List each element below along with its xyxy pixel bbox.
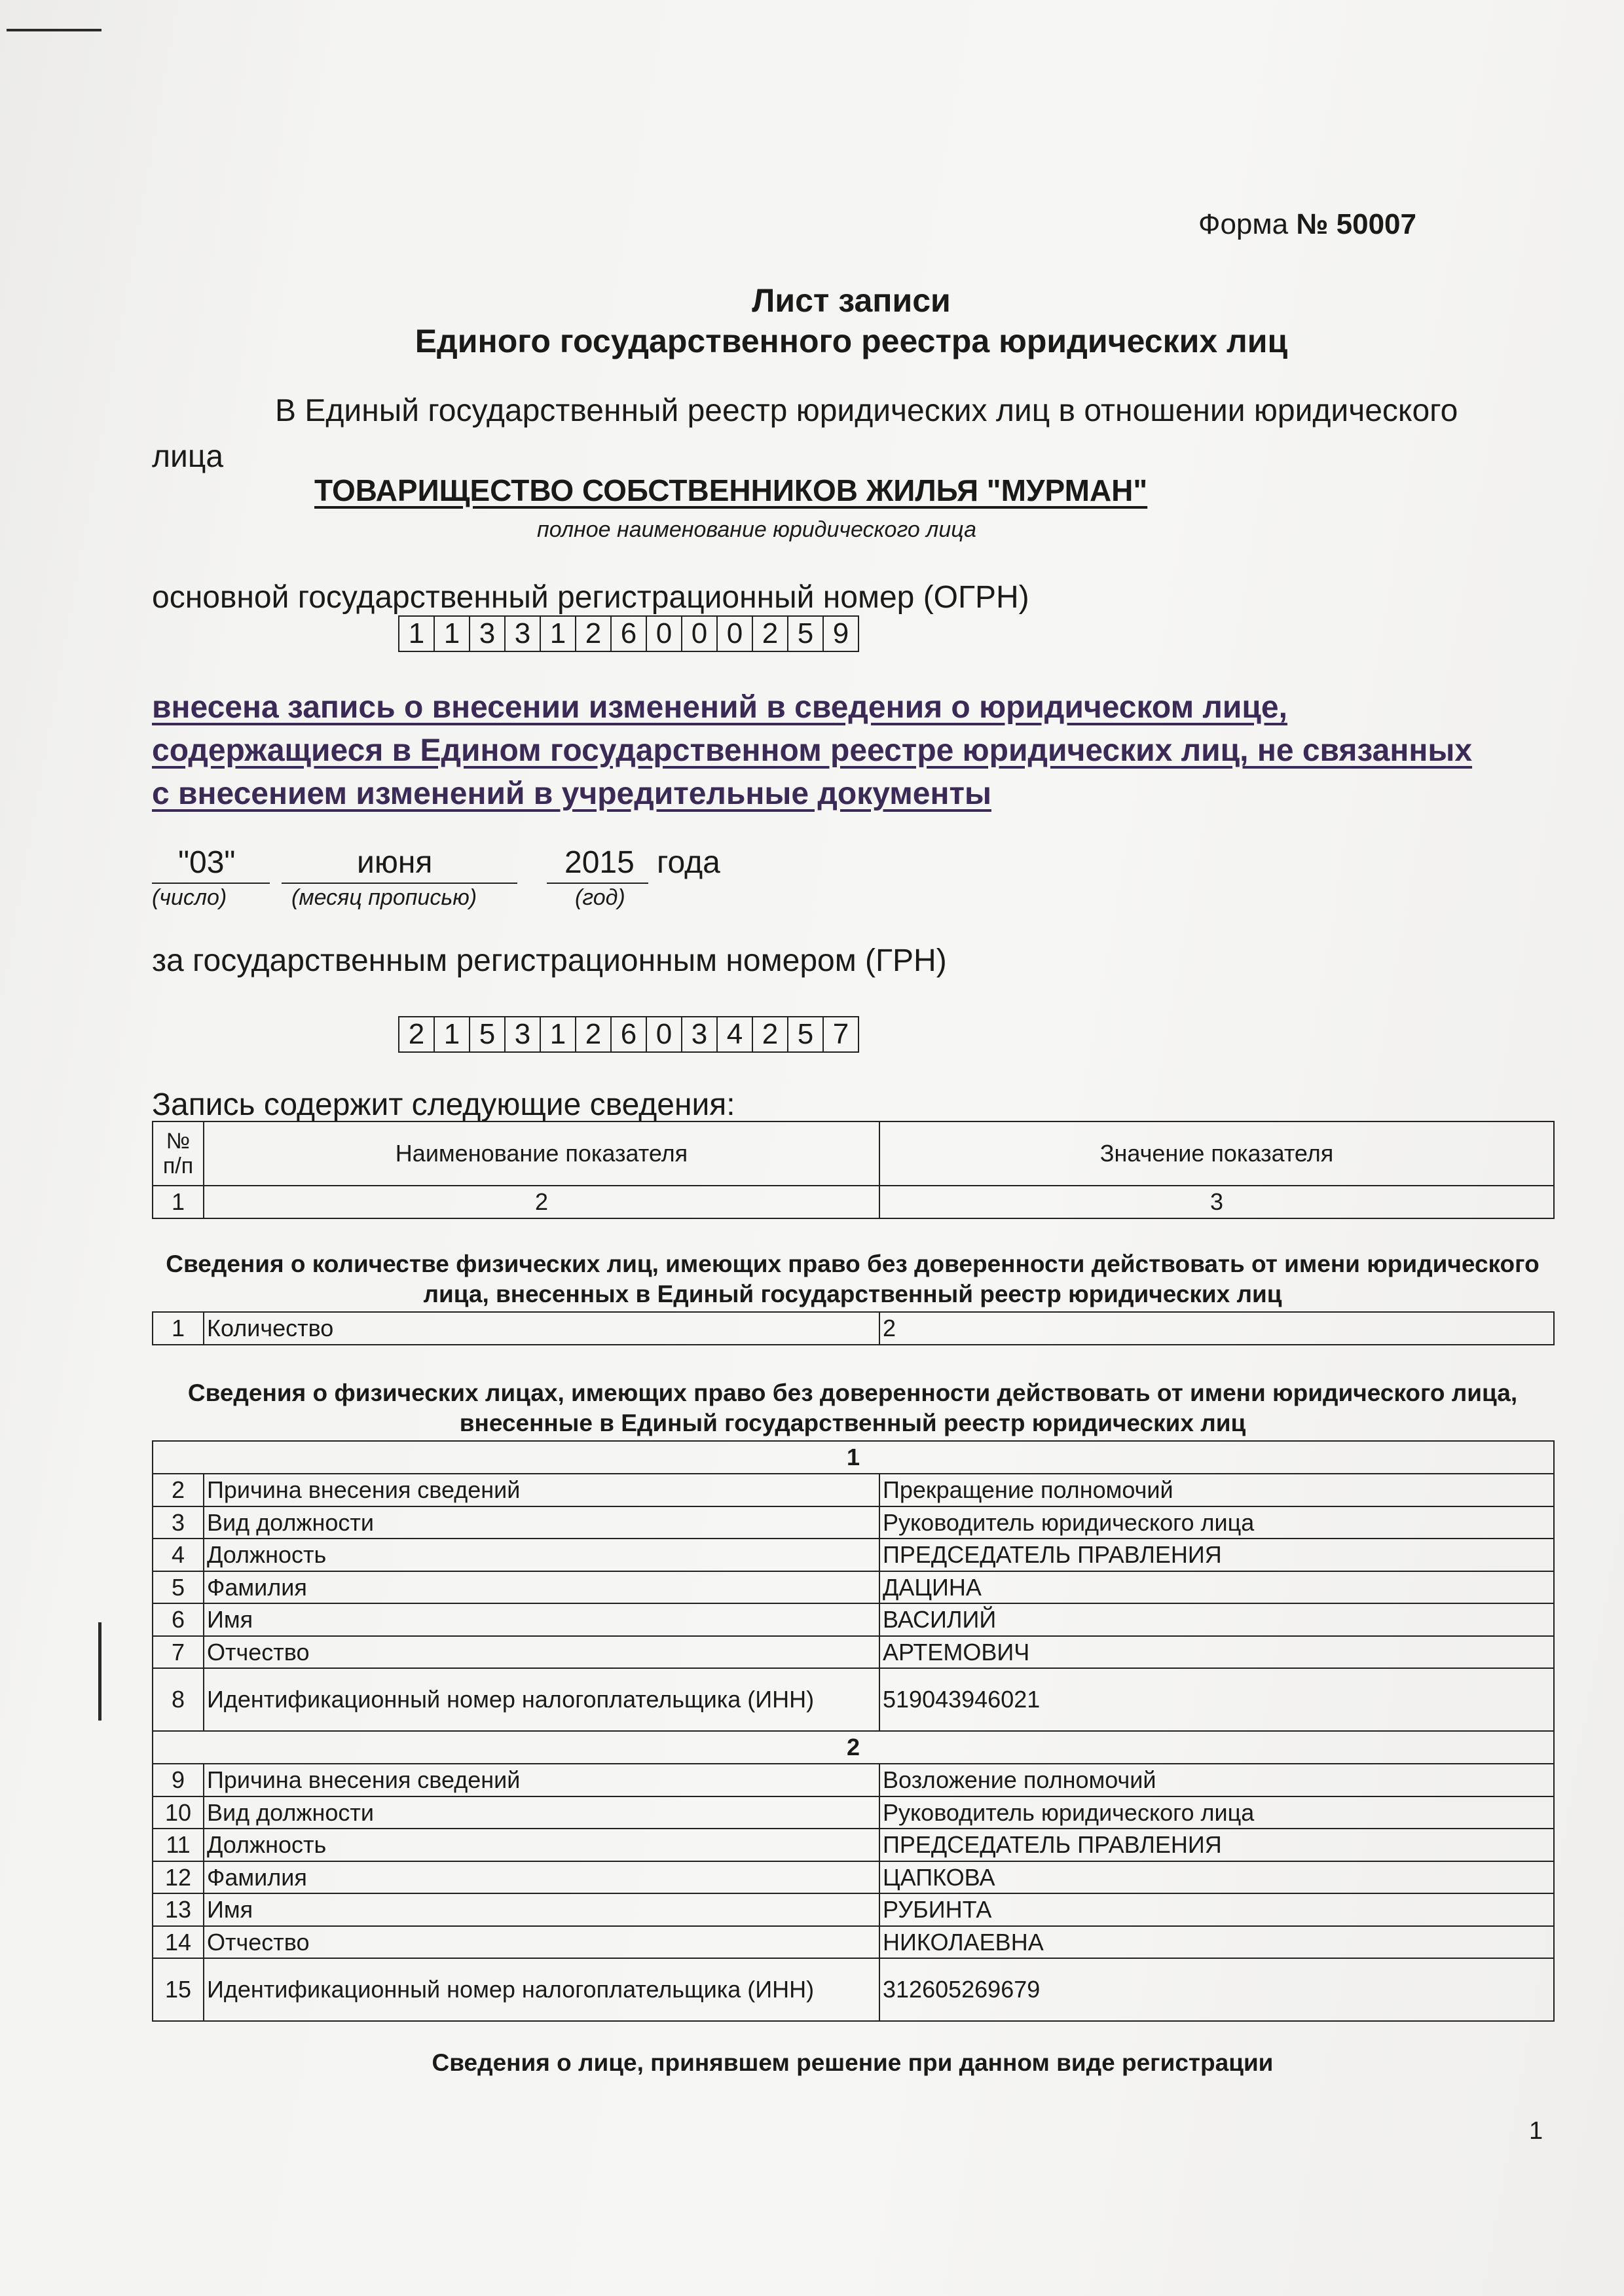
row-value: АРТЕМОВИЧ — [879, 1636, 1554, 1668]
table-row — [153, 1636, 1554, 1668]
ogrn-digit: 1 — [399, 617, 435, 651]
staple-mark-top — [7, 29, 101, 31]
row-value: 312605269679 — [879, 1958, 1554, 2021]
header-col-name: Наименование показателя — [204, 1121, 879, 1186]
date-year: 2015 — [564, 845, 635, 880]
grn-digit: 2 — [576, 1017, 612, 1051]
table-row — [153, 1829, 1554, 1861]
row-number: 2 — [153, 1474, 204, 1506]
row-name: Причина внесения сведений — [204, 1474, 879, 1506]
ogrn-digit: 2 — [576, 617, 612, 651]
document-subtitle: Единого государственного реестра юридических лиц — [415, 323, 1288, 359]
row-value: Руководитель юридического лица — [879, 1506, 1554, 1539]
row-name: Должность — [204, 1539, 879, 1571]
row-value: ПРЕДСЕДАТЕЛЬ ПРАВЛЕНИЯ — [879, 1829, 1554, 1861]
table-row — [153, 1506, 1554, 1539]
ogrn-digit: 0 — [682, 617, 718, 651]
ogrn-digit: 3 — [470, 617, 506, 651]
header-index-row — [153, 1186, 1554, 1218]
date-day-caption: (число) — [152, 885, 227, 910]
row-name: Отчество — [204, 1926, 879, 1958]
row-value: Руководитель юридического лица — [879, 1796, 1554, 1829]
record-contains-label: Запись содержит следующие сведения: — [152, 1087, 735, 1122]
ogrn-digit: 2 — [753, 617, 788, 651]
row-number: 14 — [153, 1926, 204, 1958]
grn-digit: 5 — [788, 1017, 824, 1051]
persons-table — [152, 1440, 1555, 2022]
organization-name-caption: полное наименование юридического лица — [537, 517, 977, 542]
grn-digit: 0 — [647, 1017, 682, 1051]
grn-digit: 1 — [435, 1017, 470, 1051]
row-number: 3 — [153, 1506, 204, 1539]
table-row — [153, 1539, 1554, 1571]
staple-mark-side — [98, 1622, 101, 1721]
grn-digit: 3 — [682, 1017, 718, 1051]
intro-text: В Единый государственный реестр юридических лиц в отношении юридического — [275, 393, 1458, 428]
row-name: Идентификационный номер налогоплательщика (ИНН) — [204, 1668, 879, 1731]
table-row — [153, 1668, 1554, 1731]
row-value: ЦАПКОВА — [879, 1861, 1554, 1893]
ogrn-digit: 0 — [647, 617, 682, 651]
row-number: 1 — [153, 1312, 204, 1345]
grn-digit: 6 — [612, 1017, 647, 1051]
grn-digit: 3 — [506, 1017, 541, 1051]
table-row — [153, 1796, 1554, 1829]
row-value: Возложение полномочий — [879, 1764, 1554, 1796]
row-number: 9 — [153, 1764, 204, 1796]
table-row — [153, 1312, 1554, 1345]
count-table — [152, 1311, 1555, 1345]
group-header: 2 — [153, 1731, 1554, 1764]
row-name: Количество — [204, 1312, 879, 1345]
grn-digit: 2 — [753, 1017, 788, 1051]
row-name: Фамилия — [204, 1571, 879, 1603]
grn-digit: 1 — [541, 1017, 576, 1051]
row-name: Вид должности — [204, 1506, 879, 1539]
row-name: Отчество — [204, 1636, 879, 1668]
date-year-line — [547, 883, 648, 884]
table-row — [153, 1861, 1554, 1893]
grn-label: за государственным регистрационным номером (ГРН) — [152, 943, 947, 978]
group-header: 1 — [153, 1441, 1554, 1474]
row-number: 12 — [153, 1861, 204, 1893]
row-name: Фамилия — [204, 1861, 879, 1893]
row-value: НИКОЛАЕВНА — [879, 1926, 1554, 1958]
row-name: Причина внесения сведений — [204, 1764, 879, 1796]
row-number: 11 — [153, 1829, 204, 1861]
ogrn-digit: 5 — [788, 617, 824, 651]
grn-digits — [398, 1016, 859, 1053]
row-value: 519043946021 — [879, 1668, 1554, 1731]
date-year-suffix: года — [657, 845, 720, 880]
date-month: июня — [357, 845, 433, 880]
table-row — [153, 1958, 1554, 2021]
page-number: 1 — [1529, 2117, 1543, 2145]
section-count-title: Сведения о количестве физических лиц, имеющих право без доверенности действовать от имени юридического лица, внесенных в Единый государственный реестр юридических лиц — [166, 1250, 1540, 1307]
table-row — [153, 1926, 1554, 1958]
ogrn-digit: 1 — [541, 617, 576, 651]
ogrn-digits — [398, 615, 859, 652]
ogrn-digit: 0 — [718, 617, 753, 651]
grn-digit: 2 — [399, 1017, 435, 1051]
row-number: 15 — [153, 1958, 204, 2021]
row-number: 6 — [153, 1603, 204, 1636]
table-row — [153, 1893, 1554, 1926]
ogrn-digit: 1 — [435, 617, 470, 651]
header-index: 2 — [204, 1186, 879, 1218]
date-day: "03" — [178, 845, 236, 880]
table-row — [153, 1474, 1554, 1506]
header-row — [153, 1121, 1554, 1186]
section-persons-title: Сведения о физических лицах, имеющих право без доверенности действовать от имени юридического лица, внесенные в Единый государственный реестр юридических лиц — [187, 1379, 1518, 1436]
header-col-value: Значение показателя — [879, 1121, 1554, 1186]
entry-statement: внесена запись о внесении изменений в сведения о юридическом лице, содержащиеся в Едином государственном реестре юридических лиц, не связанных с внесением изменений в учредительные документы — [152, 690, 1473, 811]
table-row — [153, 1764, 1554, 1796]
table-row — [153, 1603, 1554, 1636]
row-value: ДАЦИНА — [879, 1571, 1554, 1603]
row-number: 8 — [153, 1668, 204, 1731]
intro-text-continued: лица — [152, 439, 224, 474]
organization-name: ТОВАРИЩЕСТВО СОБСТВЕННИКОВ ЖИЛЬЯ "МУРМАН" — [314, 473, 1148, 507]
ogrn-digit: 9 — [832, 617, 849, 649]
row-value: 2 — [879, 1312, 1554, 1345]
date-month-line — [282, 883, 517, 884]
row-name: Имя — [204, 1603, 879, 1636]
form-number: Форма № 50007 — [1198, 208, 1416, 240]
section-decision-maker-title: Сведения о лице, принявшем решение при данном виде регистрации — [432, 2049, 1274, 2076]
header-table — [152, 1121, 1555, 1219]
row-number: 7 — [153, 1636, 204, 1668]
ogrn-digit: 6 — [612, 617, 647, 651]
date-year-caption: (год) — [575, 885, 625, 910]
row-name: Вид должности — [204, 1796, 879, 1829]
document-title: Лист записи — [752, 282, 951, 319]
row-number: 4 — [153, 1539, 204, 1571]
row-name: Идентификационный номер налогоплательщика (ИНН) — [204, 1958, 879, 2021]
ogrn-digit: 3 — [506, 617, 541, 651]
grn-digit: 4 — [718, 1017, 753, 1051]
row-number: 13 — [153, 1893, 204, 1926]
row-value: РУБИНТА — [879, 1893, 1554, 1926]
row-name: Имя — [204, 1893, 879, 1926]
row-value: ВАСИЛИЙ — [879, 1603, 1554, 1636]
date-month-caption: (месяц прописью) — [291, 885, 477, 910]
row-value: Прекращение полномочий — [879, 1474, 1554, 1506]
grn-digit: 5 — [470, 1017, 506, 1051]
date-day-line — [152, 883, 270, 884]
table-row — [153, 1571, 1554, 1603]
row-value: ПРЕДСЕДАТЕЛЬ ПРАВЛЕНИЯ — [879, 1539, 1554, 1571]
group-row — [153, 1441, 1554, 1474]
header-col-number: № п/п — [153, 1121, 204, 1186]
header-index: 1 — [153, 1186, 204, 1218]
row-number: 10 — [153, 1796, 204, 1829]
ogrn-label: основной государственный регистрационный номер (ОГРН) — [152, 580, 1029, 615]
row-number: 5 — [153, 1571, 204, 1603]
grn-digit: 7 — [832, 1018, 849, 1050]
row-name: Должность — [204, 1829, 879, 1861]
header-index: 3 — [879, 1186, 1554, 1218]
group-row — [153, 1731, 1554, 1764]
